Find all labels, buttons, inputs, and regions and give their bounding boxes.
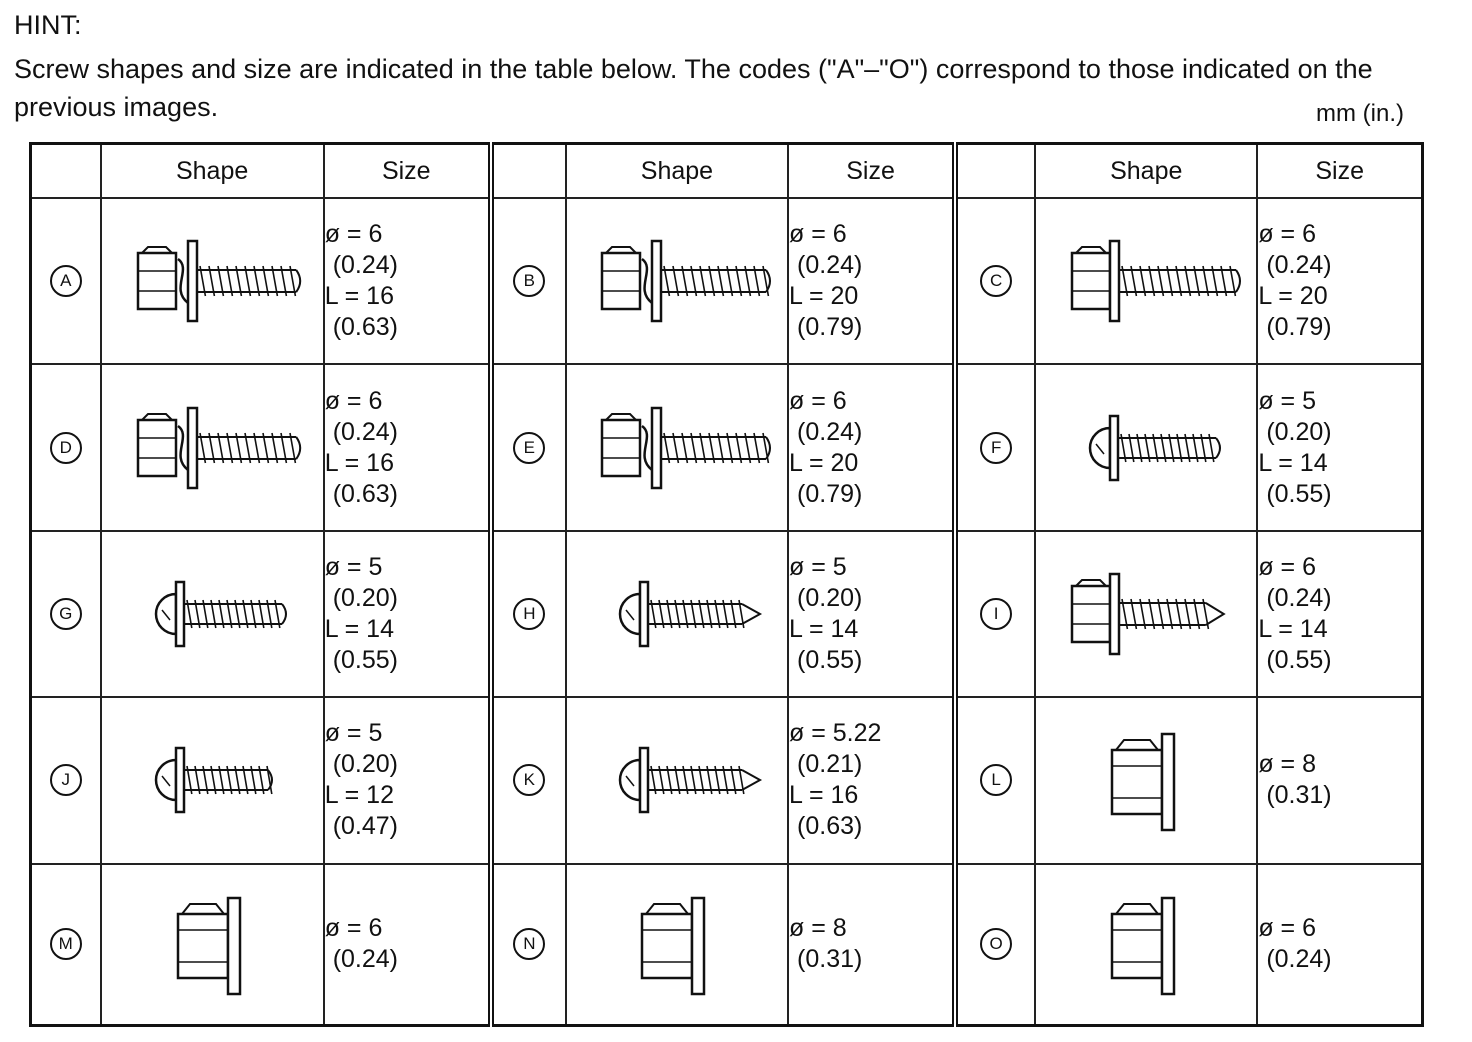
code-cell: [31, 864, 101, 1026]
length-inch-value: (0.79): [797, 313, 863, 342]
header-row: [31, 144, 1423, 199]
length-inch-value: (0.63): [332, 313, 399, 342]
header-shape: Shape: [1035, 144, 1257, 199]
length-inch-value: (0.55): [1266, 646, 1332, 675]
pan-head-flange-screw-icon: [1044, 388, 1249, 508]
length-value: L = 14: [324, 615, 394, 644]
hex-flange-tapping-screw-icon: [1044, 221, 1249, 341]
code-cell: [955, 364, 1035, 530]
diameter-value: ø = 6: [324, 914, 383, 943]
size-cell: [788, 697, 955, 863]
code-badge: K: [513, 764, 545, 796]
table-row: [31, 198, 1423, 364]
header-shape: Shape: [101, 144, 324, 199]
length-value: L = 20: [789, 448, 859, 477]
length-inch-value: (0.55): [332, 646, 399, 675]
code-badge: I: [980, 598, 1012, 630]
flange-nut-icon: [1044, 720, 1249, 840]
length-inch-value: (0.55): [1266, 479, 1332, 508]
diameter-value: ø = 6: [324, 386, 383, 415]
length-inch-value: (0.55): [797, 646, 863, 675]
diameter-inch-value: (0.31): [797, 945, 863, 974]
table-row: [31, 531, 1423, 697]
length-value: L = 12: [324, 781, 394, 810]
hex-flange-pointed-screw-icon: [1044, 554, 1249, 674]
diameter-value: ø = 6: [1258, 914, 1316, 943]
hint-title: HINT:: [14, 10, 82, 40]
code-cell: [955, 697, 1035, 863]
shape-cell: [1035, 364, 1257, 530]
length-value: L = 16: [324, 448, 394, 477]
diameter-value: ø = 6: [789, 386, 847, 415]
length-inch-value: (0.63): [797, 812, 863, 841]
length-value: L = 20: [789, 282, 859, 311]
size-cell: [324, 697, 491, 863]
diameter-inch-value: (0.24): [332, 251, 399, 280]
code-cell: [31, 531, 101, 697]
code-cell: [955, 198, 1035, 364]
pan-head-pointed-screw-icon: [574, 720, 779, 840]
shape-cell: [566, 697, 788, 863]
shape-cell: [566, 531, 788, 697]
size-cell: [1257, 531, 1422, 697]
shape-cell: [101, 364, 324, 530]
diameter-inch-value: (0.20): [797, 584, 863, 613]
code-badge: J: [50, 764, 82, 796]
diameter-value: ø = 6: [789, 220, 847, 249]
shape-cell: [1035, 697, 1257, 863]
code-badge: D: [50, 432, 82, 464]
diameter-value: ø = 8: [1258, 750, 1316, 779]
length-inch-value: (0.47): [332, 812, 399, 841]
length-value: L = 14: [1258, 615, 1328, 644]
size-cell: [788, 531, 955, 697]
diameter-inch-value: (0.24): [332, 417, 399, 446]
diameter-value: ø = 8: [789, 914, 847, 943]
diameter-inch-value: (0.24): [332, 945, 399, 974]
code-badge: O: [980, 928, 1012, 960]
header-code: [491, 144, 566, 199]
hex-flange-washer-tapping-screw-icon: [574, 221, 779, 341]
code-cell: [491, 198, 566, 364]
diameter-inch-value: (0.24): [1266, 945, 1332, 974]
code-badge: L: [980, 764, 1012, 796]
shape-cell: [101, 864, 324, 1026]
code-badge: G: [50, 598, 82, 630]
table-row: [31, 864, 1423, 1026]
size-cell: [324, 198, 491, 364]
code-cell: [491, 364, 566, 530]
hex-flange-washer-tapping-screw-icon: [110, 388, 315, 508]
size-cell: [788, 198, 955, 364]
flange-nut-icon: [574, 884, 779, 1004]
diameter-inch-value: (0.24): [797, 251, 863, 280]
shape-cell: [1035, 198, 1257, 364]
diameter-inch-value: (0.24): [1266, 251, 1332, 280]
size-cell: [324, 864, 491, 1026]
diameter-value: ø = 5: [324, 719, 383, 748]
diameter-value: ø = 6: [324, 220, 383, 249]
size-cell: [1257, 364, 1422, 530]
flange-nut-icon: [110, 884, 315, 1004]
header-code: [31, 144, 101, 199]
shape-cell: [101, 531, 324, 697]
pan-head-flange-screw-icon: [110, 720, 315, 840]
header-size: Size: [1257, 144, 1422, 199]
length-value: L = 14: [1258, 448, 1328, 477]
diameter-inch-value: (0.20): [1266, 417, 1332, 446]
shape-cell: [566, 364, 788, 530]
shape-cell: [101, 198, 324, 364]
hint-text: Screw shapes and size are indicated in the table below. The codes ("A"–"O") correspond to those indicated on the previous images.: [14, 54, 1373, 122]
code-badge: C: [980, 265, 1012, 297]
diameter-value: ø = 5: [324, 553, 383, 582]
length-inch-value: (0.79): [1266, 313, 1332, 342]
code-cell: [31, 697, 101, 863]
code-badge: F: [980, 432, 1012, 464]
diameter-value: ø = 5.22: [789, 719, 882, 748]
diameter-inch-value: (0.20): [332, 584, 399, 613]
pan-head-flange-screw-icon: [110, 554, 315, 674]
diameter-value: ø = 6: [1258, 553, 1316, 582]
diameter-inch-value: (0.24): [797, 417, 863, 446]
length-value: L = 14: [789, 615, 859, 644]
code-cell: [31, 364, 101, 530]
diameter-inch-value: (0.20): [332, 750, 399, 779]
size-cell: [1257, 697, 1422, 863]
flange-nut-icon: [1044, 884, 1249, 1004]
length-inch-value: (0.63): [332, 479, 399, 508]
units-label: mm (in.): [1316, 100, 1404, 127]
header-size: Size: [788, 144, 955, 199]
code-cell: [491, 864, 566, 1026]
shape-cell: [1035, 864, 1257, 1026]
table-row: [31, 364, 1423, 530]
code-cell: [31, 198, 101, 364]
code-badge: H: [513, 598, 545, 630]
pan-head-pointed-screw-icon: [574, 554, 779, 674]
diameter-value: ø = 6: [1258, 220, 1316, 249]
length-value: L = 16: [324, 282, 394, 311]
code-cell: [491, 697, 566, 863]
code-badge: A: [50, 265, 82, 297]
header-size: Size: [324, 144, 491, 199]
screw-table: [29, 142, 1424, 1027]
code-badge: E: [513, 432, 545, 464]
shape-cell: [566, 864, 788, 1026]
hex-flange-washer-tapping-screw-icon: [110, 221, 315, 341]
size-cell: [788, 364, 955, 530]
code-badge: B: [513, 265, 545, 297]
diameter-value: ø = 5: [789, 553, 847, 582]
diameter-inch-value: (0.21): [797, 750, 863, 779]
code-cell: [955, 531, 1035, 697]
diameter-value: ø = 5: [1258, 386, 1316, 415]
code-cell: [491, 531, 566, 697]
shape-cell: [101, 697, 324, 863]
size-cell: [1257, 864, 1422, 1026]
code-badge: N: [513, 928, 545, 960]
table-row: [31, 697, 1423, 863]
code-cell: [955, 864, 1035, 1026]
size-cell: [324, 364, 491, 530]
size-cell: [788, 864, 955, 1026]
shape-cell: [566, 198, 788, 364]
diameter-inch-value: (0.31): [1266, 781, 1332, 810]
length-value: L = 16: [789, 781, 859, 810]
hex-flange-washer-tapping-screw-icon: [574, 388, 779, 508]
code-badge: M: [50, 928, 82, 960]
length-inch-value: (0.79): [797, 479, 863, 508]
shape-cell: [1035, 531, 1257, 697]
diameter-inch-value: (0.24): [1266, 584, 1332, 613]
size-cell: [324, 531, 491, 697]
length-value: L = 20: [1258, 282, 1328, 311]
header-shape: Shape: [566, 144, 788, 199]
size-cell: [1257, 198, 1422, 364]
header-code: [955, 144, 1035, 199]
